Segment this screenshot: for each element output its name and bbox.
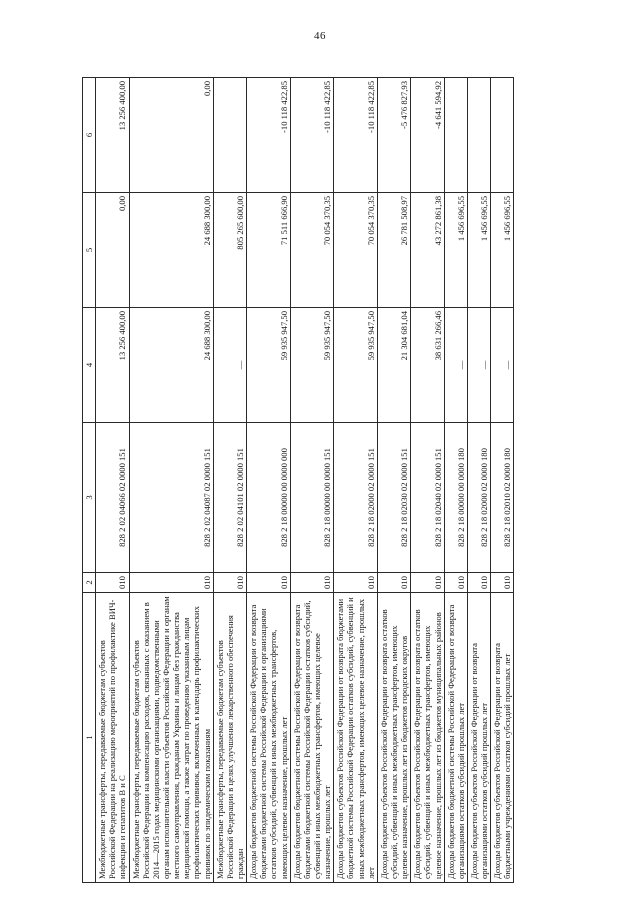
row-classification-code-cell: 828 2 18 00000 00 0000 151 (290, 423, 334, 573)
row-classification-code-cell: 828 2 02 04087 02 0000 151 (129, 423, 213, 573)
row-col6-value-cell: 13 256 400,00 (96, 78, 129, 193)
row-admin-code-cell: 010 (129, 573, 213, 593)
row-name-cell: Доходы бюджетов субъектов Российской Федерации от возврата бюджетами бюджетной системы Российской Федерации остатков субсидий, субвенций и иных межбюджетных трансфертов, имеющих целевое назначение, прошлых лет (334, 593, 378, 883)
row-col6-value-cell: -10 118 422,85 (290, 78, 334, 193)
row-name-cell: Доходы бюджетов субъектов Российской Федерации от возврата остатков субсидий, субвенций и иных межбюджетных трансфертов, имеющих целевое назначение, прошлых лет из бюджетов муниципальных районов (411, 593, 444, 883)
row-col5-value-cell: 26 781 508,97 (377, 193, 410, 308)
row-col5-value-cell: 1 456 696,55 (444, 193, 467, 308)
row-col4-value-cell: 21 304 681,04 (377, 308, 410, 423)
row-name-cell: Межбюджетные трансферты, передаваемые бюджетам субъектов Российской Федерации в целях улучшения лекарственного обеспечения граждан (213, 593, 246, 883)
row-col5-value-cell: 0,00 (96, 193, 129, 308)
header-col-4: 4 (83, 308, 96, 423)
header-col-5: 5 (83, 193, 96, 308)
row-classification-code-cell: 828 2 18 02040 02 0000 151 (411, 423, 444, 573)
row-classification-code-cell: 828 2 18 02010 02 0000 180 (491, 423, 514, 573)
row-col5-value-cell: 70 054 370,35 (290, 193, 334, 308)
row-col4-value-cell: — (491, 308, 514, 423)
row-col5-value-cell: 70 054 370,35 (334, 193, 378, 308)
row-col4-value-cell: 24 688 300,00 (129, 308, 213, 423)
rotated-table-container (82, 78, 562, 883)
row-admin-code-cell: 010 (334, 573, 378, 593)
row-classification-code-cell: 828 2 18 00000 00 0000 000 (247, 423, 291, 573)
row-col4-value-cell: 38 631 266,46 (411, 308, 444, 423)
row-col5-value-cell: 805 265 600,00 (213, 193, 246, 308)
table-row (467, 78, 490, 883)
table-row (247, 78, 291, 883)
row-classification-code-cell: 828 2 02 04066 02 0000 151 (96, 423, 129, 573)
table-row (411, 78, 444, 883)
row-col4-value-cell: 13 256 400,00 (96, 308, 129, 423)
table-row (129, 78, 213, 883)
row-classification-code-cell: 828 2 02 04101 02 0000 151 (213, 423, 246, 573)
row-admin-code-cell: 010 (377, 573, 410, 593)
header-col-2: 2 (83, 573, 96, 593)
header-col-1: 1 (83, 593, 96, 883)
row-col4-value-cell: — (467, 308, 490, 423)
row-admin-code-cell: 010 (491, 573, 514, 593)
row-col6-value-cell: 0,00 (129, 78, 213, 193)
row-col6-value-cell (213, 78, 246, 193)
row-admin-code-cell: 010 (290, 573, 334, 593)
row-col5-value-cell: 1 456 696,55 (467, 193, 490, 308)
row-classification-code-cell: 828 2 18 00000 00 0000 180 (444, 423, 467, 573)
table-row (290, 78, 334, 883)
row-col6-value-cell: -4 641 594,92 (411, 78, 444, 193)
row-col4-value-cell: 59 935 947,50 (290, 308, 334, 423)
row-admin-code-cell: 010 (247, 573, 291, 593)
budget-table (82, 77, 514, 883)
row-admin-code-cell: 010 (96, 573, 129, 593)
row-col4-value-cell: — (213, 308, 246, 423)
row-col5-value-cell: 71 511 666,90 (247, 193, 291, 308)
row-col6-value-cell (491, 78, 514, 193)
row-col6-value-cell: -10 118 422,85 (334, 78, 378, 193)
table-row (377, 78, 410, 883)
row-admin-code-cell: 010 (467, 573, 490, 593)
table-header-row (83, 78, 96, 883)
row-classification-code-cell: 828 2 18 02030 02 0000 151 (377, 423, 410, 573)
table-row (96, 78, 129, 883)
row-col6-value-cell: -5 476 827,93 (377, 78, 410, 193)
row-col5-value-cell: 43 272 861,38 (411, 193, 444, 308)
table-row (334, 78, 378, 883)
row-col4-value-cell: 59 935 947,50 (334, 308, 378, 423)
row-name-cell: Доходы бюджетов бюджетной системы Российской Федерации от возврата бюджетами бюджетной системы Российской Федерации и организациями остатков субсидий, субвенций и иных межбюджетных трансфертов, имеющих целевое назначение, прошлых лет (247, 593, 291, 883)
row-name-cell: Межбюджетные трансферты, передаваемые бюджетам субъектов Российской Федерации на компенсацию расходов, связанных с оказанием в 2014—2015 годах медицинскими организациями, подведомственными органам исполнительной власти субъектов Российской Федерации и органам местного самоуправления, гражданам Украины и лицам без гражданства медицинской помощи, а также затрат по проведению указанным лицам профилактических прививок, включенных в календарь профилактических прививок по эпидемическим показаниям (129, 593, 213, 883)
row-name-cell: Доходы бюджетов субъектов Российской Федерации от возврата бюджетными учреждениями остатков субсидий прошлых лет (491, 593, 514, 883)
row-classification-code-cell: 828 2 18 02000 02 0000 151 (334, 423, 378, 573)
row-classification-code-cell: 828 2 18 02000 02 0000 180 (467, 423, 490, 573)
row-name-cell: Доходы бюджетов субъектов Российской Федерации от возврата организациями остатков субсидий прошлых лет (467, 593, 490, 883)
table-row (213, 78, 246, 883)
row-admin-code-cell: 010 (444, 573, 467, 593)
row-name-cell: Доходы бюджетов бюджетной системы Российской Федерации от возврата бюджетами бюджетной системы Российской Федерации остатков субсидий, субвенций и иных межбюджетных трансфертов, имеющих целевое назначение, прошлых лет (290, 593, 334, 883)
table-row (491, 78, 514, 883)
row-col6-value-cell: -10 118 422,85 (247, 78, 291, 193)
row-admin-code-cell: 010 (213, 573, 246, 593)
row-name-cell: Доходы бюджетов субъектов Российской Федерации от возврата остатков субсидий, субвенций и иных межбюджетных трансфертов, имеющих целевое назначение, прошлых лет из бюджетов городских округов (377, 593, 410, 883)
row-col4-value-cell: 59 935 947,50 (247, 308, 291, 423)
page-number: 46 (314, 30, 326, 42)
row-col5-value-cell: 24 688 300,00 (129, 193, 213, 308)
table-row (444, 78, 467, 883)
row-col5-value-cell: 1 456 696,55 (491, 193, 514, 308)
header-col-6: 6 (83, 78, 96, 193)
row-col6-value-cell (444, 78, 467, 193)
row-col4-value-cell: — (444, 308, 467, 423)
row-admin-code-cell: 010 (411, 573, 444, 593)
header-col-3: 3 (83, 423, 96, 573)
row-col6-value-cell (467, 78, 490, 193)
table-body (96, 78, 514, 883)
row-name-cell: Межбюджетные трансферты, передаваемые бюджетам субъектов Российской Федерации на реализацию мероприятий по профилактике ВИЧ-инфекции и гепатитов B и C (96, 593, 129, 883)
row-name-cell: Доходы бюджетов бюджетной системы Российской Федерации от возврата организациями остатков субсидий прошлых лет (444, 593, 467, 883)
